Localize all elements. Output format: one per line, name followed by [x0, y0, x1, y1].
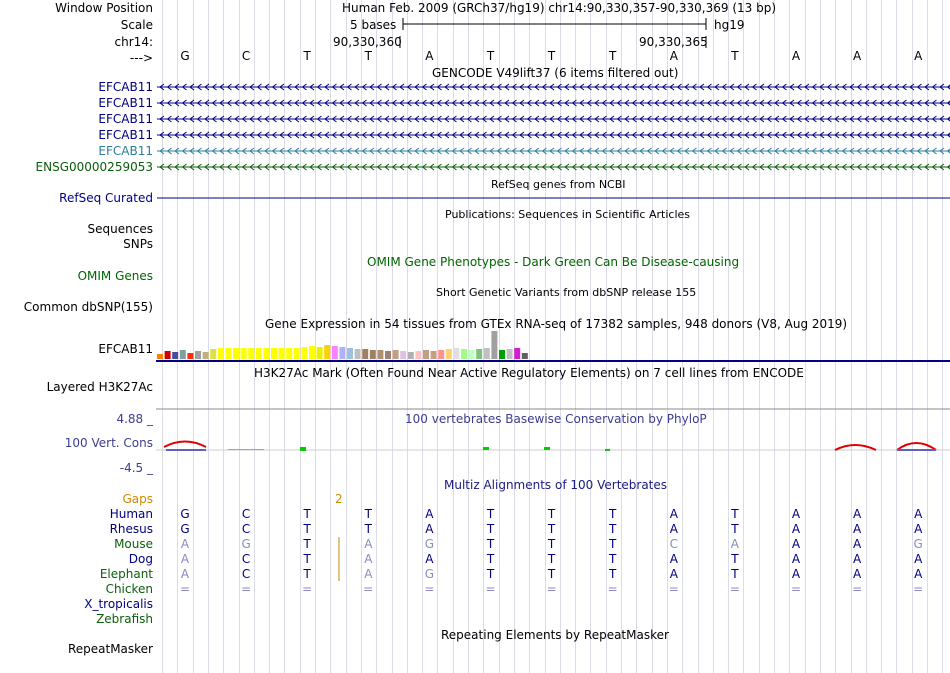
- cons-min-label: -4.5 _: [119, 461, 153, 475]
- gtex-tissue-bar[interactable]: [370, 350, 376, 359]
- dbsnp-track-label[interactable]: Common dbSNP(155): [23, 300, 153, 314]
- aligned-base-rhesus: C: [241, 522, 251, 536]
- aligned-base-chicken: =: [913, 582, 924, 596]
- aligned-base-mouse: A: [364, 537, 373, 551]
- gtex-tissue-bar[interactable]: [453, 348, 459, 359]
- aligned-base-human: T: [364, 507, 372, 521]
- omim-track-label[interactable]: OMIM Genes: [77, 269, 153, 283]
- gtex-tissue-bar[interactable]: [507, 349, 513, 359]
- gaps-label: Gaps: [122, 492, 153, 506]
- gtex-tissue-bar[interactable]: [294, 348, 300, 359]
- gtex-tissue-bar[interactable]: [362, 349, 368, 359]
- scale-bar: [400, 18, 706, 48]
- gtex-tissue-bar[interactable]: [263, 348, 269, 359]
- gene-line[interactable]: [157, 84, 950, 90]
- sequences-track-label[interactable]: Sequences: [87, 222, 153, 236]
- aligned-base-mouse: G: [424, 537, 435, 551]
- gtex-tissue-bar[interactable]: [431, 351, 437, 359]
- gtex-tissue-bar[interactable]: [484, 348, 490, 359]
- dna-base: A: [791, 49, 801, 63]
- species-chicken: Chicken: [105, 582, 153, 596]
- gtex-tissue-bar[interactable]: [415, 351, 421, 359]
- gtex-tissue-bar[interactable]: [172, 352, 178, 359]
- aligned-base-rhesus: A: [852, 522, 862, 536]
- aligned-base-dog: A: [364, 552, 373, 566]
- gtex-tissue-bar[interactable]: [393, 350, 399, 359]
- conservation-plot: [156, 442, 950, 452]
- aligned-base-rhesus: T: [303, 522, 311, 536]
- dna-base: T: [731, 49, 739, 63]
- species-xtropicalis: X_tropicalis: [84, 597, 153, 611]
- gtex-tissue-bar[interactable]: [309, 346, 315, 359]
- gtex-tissue-bar[interactable]: [187, 353, 193, 359]
- gtex-tissue-bar[interactable]: [195, 351, 201, 359]
- gtex-tissue-bar[interactable]: [491, 331, 497, 359]
- dna-base: A: [914, 49, 923, 63]
- refseq-track-label[interactable]: RefSeq Curated: [59, 191, 153, 205]
- aligned-base-rhesus: G: [180, 522, 190, 536]
- aligned-base-mouse: A: [180, 537, 190, 551]
- gtex-tissue-bar[interactable]: [514, 348, 520, 359]
- window-position-label: Window Position: [55, 1, 153, 15]
- gtex-tissue-bar[interactable]: [233, 348, 239, 359]
- position-right-text: 90,330,365: [639, 35, 708, 49]
- cons-max-label: 4.88 _: [116, 412, 153, 426]
- aligned-base-mouse: T: [486, 537, 495, 551]
- gtex-tissue-bar[interactable]: [256, 348, 262, 359]
- dna-base: T: [364, 49, 372, 63]
- aligned-base-human: A: [791, 507, 801, 521]
- assembly-position-text: Human Feb. 2009 (GRCh37/hg19) chr14:90,330,357-90,330,369 (13 bp): [342, 1, 777, 15]
- gene-label-efcab11-2[interactable]: EFCAB11: [98, 96, 153, 110]
- gtex-tissue-bar[interactable]: [355, 349, 361, 359]
- aligned-base-human: A: [669, 507, 678, 521]
- gtex-tissue-bar[interactable]: [408, 352, 414, 359]
- aligned-base-chicken: =: [424, 582, 435, 596]
- aligned-base-human: C: [241, 507, 251, 521]
- gene-label-ensg[interactable]: ENSG00000259053: [35, 160, 153, 174]
- aligned-base-elephant: T: [547, 567, 556, 581]
- dna-base: A: [669, 49, 678, 63]
- gtex-tissue-bar[interactable]: [165, 351, 171, 359]
- gtex-tissue-bar[interactable]: [317, 347, 323, 359]
- snps-track-label[interactable]: SNPs: [123, 237, 153, 251]
- dna-base: C: [241, 49, 251, 63]
- aligned-base-mouse: T: [303, 537, 311, 551]
- aligned-base-mouse: A: [730, 537, 739, 551]
- aligned-base-chicken: =: [179, 582, 191, 596]
- gtex-tissue-bar[interactable]: [210, 349, 216, 359]
- chr-label: chr14:: [114, 35, 153, 49]
- aligned-base-rhesus: T: [547, 522, 556, 536]
- gtex-tissue-bar[interactable]: [522, 353, 528, 359]
- aligned-base-mouse: T: [609, 537, 617, 551]
- gtex-tissue-bar[interactable]: [476, 349, 482, 359]
- gene-label-efcab11-3[interactable]: EFCAB11: [98, 112, 153, 126]
- aligned-base-dog: A: [914, 552, 923, 566]
- aligned-base-mouse: T: [547, 537, 556, 551]
- aligned-base-chicken: =: [241, 582, 252, 596]
- omim-track-title[interactable]: OMIM Gene Phenotypes - Dark Green Can Be Disease-causing: [367, 255, 740, 269]
- aligned-base-elephant: C: [241, 567, 251, 581]
- aligned-base-dog: T: [731, 552, 739, 566]
- aligned-base-elephant: A: [914, 567, 923, 581]
- aligned-base-chicken: =: [729, 582, 740, 596]
- aligned-base-rhesus: A: [791, 522, 801, 536]
- multiz-track-title[interactable]: Multiz Alignments of 100 Vertebrates: [444, 478, 668, 492]
- aligned-base-rhesus: T: [486, 522, 495, 536]
- aligned-base-elephant: T: [609, 567, 617, 581]
- phylop-track-title[interactable]: 100 vertebrates Basewise Conservation by PhyloP: [405, 412, 707, 426]
- gtex-tissue-bar[interactable]: [423, 350, 429, 359]
- gene-line[interactable]: [157, 116, 950, 122]
- aligned-base-human: A: [914, 507, 923, 521]
- gtex-track-title[interactable]: Gene Expression in 54 tissues from GTEx RNA-seq of 17382 samples, 948 donors (V8, Aug 2019): [265, 317, 848, 331]
- repeatmasker-track-title[interactable]: Repeating Elements by RepeatMasker: [441, 628, 669, 642]
- aligned-base-elephant: T: [731, 567, 739, 581]
- gencode-track-title[interactable]: GENCODE V49lift37 (6 items filtered out): [432, 66, 679, 80]
- aligned-base-human: T: [731, 507, 739, 521]
- aligned-base-mouse: A: [791, 537, 801, 551]
- aligned-base-chicken: =: [546, 582, 557, 596]
- gtex-tissue-bar[interactable]: [499, 350, 505, 359]
- species-elephant: Elephant: [99, 567, 153, 581]
- species-zebrafish: Zebrafish: [96, 612, 153, 626]
- aligned-base-mouse: G: [241, 537, 251, 551]
- cons-track-label[interactable]: 100 Vert. Cons: [64, 436, 153, 450]
- aligned-base-chicken: =: [852, 582, 863, 596]
- gene-line[interactable]: [157, 132, 950, 138]
- species-rhesus: Rhesus: [109, 522, 153, 536]
- aligned-base-elephant: T: [303, 567, 311, 581]
- aligned-base-dog: A: [425, 552, 434, 566]
- aligned-base-chicken: =: [668, 582, 679, 596]
- aligned-base-human: T: [609, 507, 617, 521]
- aligned-base-rhesus: A: [914, 522, 923, 536]
- aligned-base-dog: T: [486, 552, 495, 566]
- h3k27ac-track-label[interactable]: Layered H3K27Ac: [46, 380, 153, 394]
- gtex-tissue-bar[interactable]: [286, 348, 292, 359]
- aligned-base-elephant: A: [852, 567, 862, 581]
- scale-text: 5 bases: [350, 18, 397, 32]
- gtex-tissue-bar[interactable]: [377, 350, 383, 359]
- species-mouse: Mouse: [114, 537, 153, 551]
- gtex-tissue-bar[interactable]: [241, 348, 247, 359]
- dna-base: T: [547, 49, 556, 63]
- gene-line[interactable]: [157, 100, 950, 106]
- aligned-base-chicken: =: [607, 582, 618, 596]
- gtex-tissue-bar[interactable]: [271, 348, 277, 359]
- gtex-tissue-bar[interactable]: [400, 351, 406, 359]
- scale-db-text: hg19: [714, 18, 745, 32]
- publications-track-title[interactable]: Publications: Sequences in Scientific Articles: [445, 208, 690, 221]
- dna-base: T: [486, 49, 495, 63]
- aligned-base-rhesus: T: [731, 522, 739, 536]
- dna-base: A: [852, 49, 862, 63]
- gtex-tissue-bar[interactable]: [279, 348, 285, 359]
- gtex-tissue-bar[interactable]: [339, 347, 345, 359]
- aligned-base-human: T: [547, 507, 556, 521]
- refseq-track-title[interactable]: RefSeq genes from NCBI: [491, 178, 626, 191]
- aligned-base-elephant: A: [791, 567, 801, 581]
- gtex-tissue-bar[interactable]: [446, 349, 452, 359]
- species-dog: Dog: [128, 552, 153, 566]
- aligned-base-dog: A: [852, 552, 862, 566]
- gtex-tissue-bar[interactable]: [225, 348, 231, 359]
- aligned-base-elephant: T: [486, 567, 495, 581]
- aligned-base-mouse: C: [669, 537, 678, 551]
- h3k27ac-track-title[interactable]: H3K27Ac Mark (Often Found Near Active Regulatory Elements) on 7 cell lines from ENCODE: [254, 366, 804, 380]
- aligned-base-mouse: G: [913, 537, 923, 551]
- aligned-base-chicken: =: [302, 582, 313, 596]
- gap-count: 2: [335, 492, 343, 506]
- aligned-base-human: A: [425, 507, 434, 521]
- gene-line[interactable]: [157, 148, 950, 154]
- gtex-tissue-bar[interactable]: [469, 350, 475, 359]
- gtex-tissue-bar[interactable]: [324, 345, 330, 359]
- aligned-base-elephant: G: [424, 567, 435, 581]
- gtex-tissue-bar[interactable]: [301, 347, 307, 359]
- aligned-base-elephant: A: [669, 567, 678, 581]
- position-left-text: 90,330,360: [333, 35, 402, 49]
- scale-label: Scale: [120, 18, 153, 32]
- dna-base: T: [609, 49, 617, 63]
- aligned-base-chicken: =: [363, 582, 374, 596]
- gtex-tissue-bar[interactable]: [461, 349, 467, 359]
- gene-label-efcab11-4[interactable]: EFCAB11: [98, 128, 153, 142]
- gtex-tissue-bar[interactable]: [332, 346, 338, 359]
- gene-label-efcab11-5[interactable]: EFCAB11: [98, 144, 153, 158]
- gtex-bars: [157, 331, 528, 359]
- gtex-gene-label[interactable]: EFCAB11: [98, 342, 153, 356]
- gtex-tissue-bar[interactable]: [218, 348, 224, 359]
- strand-arrow-label: --->: [129, 51, 153, 65]
- gtex-tissue-bar[interactable]: [248, 348, 254, 359]
- aligned-base-dog: T: [303, 552, 311, 566]
- aligned-base-dog: T: [547, 552, 556, 566]
- gene-line[interactable]: [157, 164, 950, 170]
- gtex-tissue-bar[interactable]: [385, 351, 391, 359]
- gtex-tissue-bar[interactable]: [180, 350, 186, 359]
- gtex-tissue-bar[interactable]: [438, 350, 444, 359]
- aligned-base-human: A: [852, 507, 862, 521]
- aligned-base-chicken: =: [485, 582, 496, 596]
- dna-base: A: [425, 49, 434, 63]
- repeatmasker-track-label[interactable]: RepeatMasker: [67, 642, 153, 656]
- aligned-base-dog: T: [609, 552, 617, 566]
- gencode-gene-lines: [157, 84, 950, 170]
- aligned-base-rhesus: T: [364, 522, 372, 536]
- aligned-base-human: T: [303, 507, 311, 521]
- aligned-base-human: G: [180, 507, 190, 521]
- aligned-base-chicken: =: [790, 582, 802, 596]
- dna-base: T: [303, 49, 311, 63]
- gtex-tissue-bar[interactable]: [347, 348, 353, 359]
- aligned-base-dog: A: [669, 552, 678, 566]
- dna-base: G: [180, 49, 190, 63]
- aligned-base-dog: A: [791, 552, 801, 566]
- gtex-tissue-bar[interactable]: [157, 354, 163, 359]
- species-human: Human: [109, 507, 153, 521]
- aligned-base-dog: C: [241, 552, 251, 566]
- gene-label-efcab11-1[interactable]: EFCAB11: [98, 80, 153, 94]
- aligned-base-elephant: A: [180, 567, 190, 581]
- aligned-base-human: T: [486, 507, 495, 521]
- aligned-base-rhesus: A: [669, 522, 678, 536]
- gtex-tissue-bar[interactable]: [203, 352, 209, 359]
- aligned-base-rhesus: A: [425, 522, 434, 536]
- dbsnp-track-title[interactable]: Short Genetic Variants from dbSNP release 155: [436, 286, 697, 299]
- aligned-base-mouse: A: [852, 537, 862, 551]
- aligned-base-dog: A: [180, 552, 190, 566]
- aligned-base-elephant: A: [364, 567, 373, 581]
- aligned-base-rhesus: T: [609, 522, 617, 536]
